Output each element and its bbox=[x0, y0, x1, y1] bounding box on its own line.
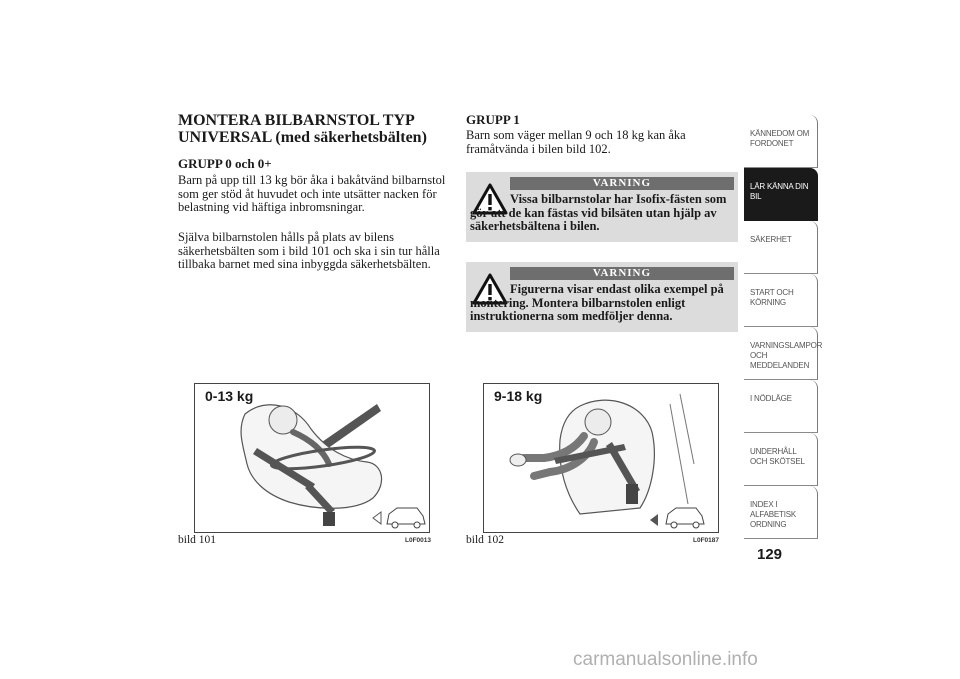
tab-sakerhet[interactable] bbox=[744, 221, 818, 274]
warning-box-examples bbox=[466, 262, 738, 332]
warning-box-isofix bbox=[466, 172, 738, 242]
tab-i-nodlage[interactable] bbox=[744, 380, 818, 433]
section-heading bbox=[178, 112, 448, 146]
group-1-subheading: GRUPP 1 bbox=[466, 112, 520, 127]
group-0-paragraph-1: Barn på upp till 13 kg bör åka i bakåtvänd bilbarnstol som ger stöd åt huvudet och inte utsätter nacken för belastning vid häftiga inbromsningar. bbox=[178, 173, 446, 214]
tab-label: LÄR KÄNNA DIN BIL bbox=[750, 182, 809, 201]
forward-facing-seat-illustration bbox=[484, 384, 718, 532]
chapter-tabs bbox=[744, 115, 823, 539]
group-1-paragraph: Barn som väger mellan 9 och 18 kg kan åka framåtvända i bilen bild 102. bbox=[466, 128, 686, 156]
figure-102-caption: bild 102 bbox=[466, 534, 505, 546]
tab-label: SÄKERHET bbox=[750, 235, 792, 244]
group-0-paragraph-2: Själva bilbarnstolen hålls på plats av bilens säkerhetsbälten som i bild 101 och ska i sin tur hålla tillbaka barnet med sina inbyggda säkerhetsbälten. bbox=[178, 230, 440, 271]
tab-label: I NÖDLÄGE bbox=[750, 394, 792, 403]
tab-label: START OCH KÖRNING bbox=[750, 288, 794, 307]
figure-101-caption: bild 101 bbox=[178, 534, 217, 546]
tab-label: UNDERHÅLL OCH SKÖTSEL bbox=[750, 447, 805, 466]
tab-kannedom-om-fordonet[interactable] bbox=[744, 115, 818, 168]
warning-text: Vissa bilbarnstolar har Isofix-fästen som gör att de kan fästas vid bilsäten utan hjälp av säkerhetsbältena i bilen. bbox=[470, 192, 727, 233]
tab-lar-kanna-din-bil[interactable] bbox=[744, 168, 818, 221]
tab-label: VARNINGSLAMPOR OCH MEDDELANDEN bbox=[750, 341, 823, 370]
warning-title: VARNING bbox=[510, 177, 734, 190]
group-0-subheading: GRUPP 0 och 0+ bbox=[178, 156, 272, 171]
tab-varningslampor[interactable] bbox=[744, 327, 823, 380]
weight-label: 0-13 kg bbox=[205, 388, 254, 404]
tab-underhall-och-skotsel[interactable] bbox=[744, 433, 818, 486]
tab-index[interactable] bbox=[744, 486, 818, 539]
figure-102-forward-facing-seat bbox=[483, 383, 719, 533]
rear-facing-seat-illustration bbox=[195, 384, 429, 532]
tab-label: KÄNNEDOM OM FORDONET bbox=[750, 129, 810, 148]
heading-line-1: MONTERA BILBARNSTOL TYP bbox=[178, 112, 415, 129]
tab-start-och-korning[interactable] bbox=[744, 274, 818, 327]
heading-line-2: UNIVERSAL (med säkerhetsbälten) bbox=[178, 129, 427, 146]
page-number: 129 bbox=[757, 546, 783, 563]
warning-title: VARNING bbox=[510, 267, 734, 280]
figure-102-code: L0F0187 bbox=[693, 537, 720, 544]
weight-label: 9-18 kg bbox=[494, 388, 543, 404]
warning-text: Figurerna visar endast olika exempel på montering. Montera bilbarnstolen enligt instruktionerna som medföljer denna. bbox=[470, 282, 724, 323]
watermark: carmanualsonline.info bbox=[573, 649, 758, 670]
figure-101-code: L0F0013 bbox=[405, 537, 432, 544]
tab-label: INDEX I ALFABETISK ORDNING bbox=[750, 500, 797, 529]
figure-101-rear-facing-seat bbox=[194, 383, 430, 533]
